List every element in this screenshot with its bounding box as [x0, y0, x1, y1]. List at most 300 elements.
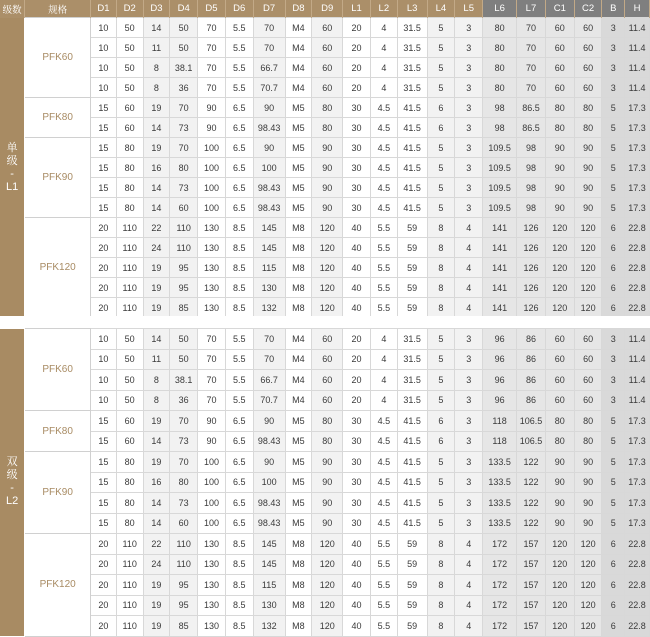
- value-cell-d7: 98.43: [253, 431, 285, 452]
- value-cell-c1: 120: [545, 575, 574, 596]
- model-cell: PFK60: [25, 329, 91, 411]
- value-cell-d9: 90: [312, 178, 343, 198]
- value-cell-d7: 98.43: [253, 493, 285, 514]
- value-cell-h: 22.8: [625, 258, 650, 278]
- value-cell-d1: 20: [91, 595, 117, 616]
- value-cell-d3: 11: [143, 349, 170, 370]
- value-cell-l5: 4: [455, 575, 483, 596]
- value-cell-l4: 5: [427, 198, 455, 218]
- table-row: [0, 595, 650, 616]
- value-cell-l7: 98: [517, 158, 546, 178]
- value-cell-c2: 60: [574, 390, 602, 411]
- table-row: [0, 534, 650, 555]
- value-cell-d1: 15: [91, 198, 117, 218]
- value-cell-l1: 40: [343, 258, 371, 278]
- model-cell: PFK60: [25, 18, 91, 98]
- value-cell-d3: 14: [143, 513, 170, 534]
- value-cell-c2: 120: [574, 616, 602, 637]
- value-cell-l3: 59: [397, 258, 427, 278]
- value-cell-d5: 100: [198, 452, 226, 473]
- value-cell-d6: 5.5: [225, 78, 253, 98]
- value-cell-d2: 110: [116, 258, 143, 278]
- value-cell-l4: 8: [427, 238, 455, 258]
- value-cell-l4: 5: [427, 513, 455, 534]
- value-cell-d3: 19: [143, 575, 170, 596]
- value-cell-h: 17.3: [625, 411, 650, 432]
- value-cell-d1: 10: [91, 370, 117, 391]
- value-cell-d1: 15: [91, 493, 117, 514]
- value-cell-d6: 8.5: [225, 595, 253, 616]
- value-cell-d2: 50: [116, 18, 143, 38]
- value-cell-l6: 118: [483, 411, 517, 432]
- value-cell-d7: 90: [253, 411, 285, 432]
- value-cell-l6: 141: [483, 278, 517, 298]
- value-cell-d2: 50: [116, 329, 143, 350]
- value-cell-d7: 132: [253, 616, 285, 637]
- table-row: [0, 78, 650, 98]
- value-cell-d9: 120: [312, 278, 343, 298]
- value-cell-b: 6: [602, 595, 625, 616]
- value-cell-l2: 5.5: [370, 298, 397, 318]
- value-cell-d2: 110: [116, 534, 143, 555]
- table-row: [0, 554, 650, 575]
- value-cell-d9: 120: [312, 218, 343, 238]
- value-cell-b: 5: [602, 452, 625, 473]
- value-cell-d4: 50: [170, 18, 198, 38]
- value-cell-h: 22.8: [625, 278, 650, 298]
- value-cell-c2: 80: [574, 411, 602, 432]
- value-cell-d2: 110: [116, 554, 143, 575]
- value-cell-l3: 31.5: [397, 349, 427, 370]
- value-cell-c2: 60: [574, 329, 602, 350]
- value-cell-l5: 4: [455, 595, 483, 616]
- value-cell-l2: 4.5: [370, 411, 397, 432]
- value-cell-l6: 133.5: [483, 472, 517, 493]
- value-cell-d9: 90: [312, 198, 343, 218]
- value-cell-l7: 70: [517, 38, 546, 58]
- value-cell-d5: 100: [198, 493, 226, 514]
- value-cell-d7: 132: [253, 298, 285, 318]
- value-cell-h: 11.4: [625, 329, 650, 350]
- value-cell-l1: 20: [343, 370, 371, 391]
- value-cell-d4: 60: [170, 198, 198, 218]
- value-cell-c2: 90: [574, 452, 602, 473]
- value-cell-d8: M5: [285, 118, 312, 138]
- value-cell-d3: 22: [143, 218, 170, 238]
- value-cell-l1: 40: [343, 554, 371, 575]
- value-cell-d4: 95: [170, 595, 198, 616]
- value-cell-d2: 110: [116, 278, 143, 298]
- value-cell-d9: 80: [312, 431, 343, 452]
- value-cell-l4: 8: [427, 218, 455, 238]
- value-cell-l3: 31.5: [397, 18, 427, 38]
- spec-table-double-stage: [0, 328, 650, 637]
- value-cell-c1: 120: [545, 595, 574, 616]
- value-cell-d3: 14: [143, 431, 170, 452]
- value-cell-d8: M4: [285, 390, 312, 411]
- value-cell-d6: 6.5: [225, 198, 253, 218]
- value-cell-d5: 130: [198, 554, 226, 575]
- value-cell-l6: 141: [483, 218, 517, 238]
- value-cell-d6: 6.5: [225, 138, 253, 158]
- value-cell-l5: 4: [455, 258, 483, 278]
- value-cell-l6: 98: [483, 98, 517, 118]
- value-cell-l7: 86: [517, 370, 546, 391]
- value-cell-d9: 60: [312, 18, 343, 38]
- value-cell-l4: 8: [427, 534, 455, 555]
- value-cell-c1: 80: [545, 411, 574, 432]
- value-cell-c2: 120: [574, 238, 602, 258]
- value-cell-c1: 90: [545, 178, 574, 198]
- value-cell-h: 17.3: [625, 118, 650, 138]
- value-cell-l6: 172: [483, 595, 517, 616]
- value-cell-d7: 130: [253, 278, 285, 298]
- value-cell-d1: 15: [91, 472, 117, 493]
- value-cell-c1: 60: [545, 38, 574, 58]
- value-cell-d1: 10: [91, 349, 117, 370]
- value-cell-d5: 70: [198, 18, 226, 38]
- value-cell-h: 11.4: [625, 349, 650, 370]
- value-cell-d9: 120: [312, 595, 343, 616]
- value-cell-l2: 4: [370, 390, 397, 411]
- value-cell-d6: 6.5: [225, 493, 253, 514]
- table-row: [0, 218, 650, 238]
- value-cell-d5: 70: [198, 78, 226, 98]
- value-cell-d9: 120: [312, 298, 343, 318]
- value-cell-h: 11.4: [625, 78, 650, 98]
- value-cell-d5: 130: [198, 258, 226, 278]
- value-cell-l7: 126: [517, 298, 546, 318]
- value-cell-c2: 90: [574, 178, 602, 198]
- value-cell-d8: M8: [285, 238, 312, 258]
- value-cell-d4: 60: [170, 513, 198, 534]
- value-cell-h: 17.3: [625, 158, 650, 178]
- value-cell-d8: M8: [285, 554, 312, 575]
- value-cell-d7: 98.43: [253, 198, 285, 218]
- value-cell-c1: 120: [545, 278, 574, 298]
- value-cell-d7: 90: [253, 452, 285, 473]
- value-cell-d1: 20: [91, 258, 117, 278]
- value-cell-d6: 6.5: [225, 431, 253, 452]
- value-cell-h: 22.8: [625, 238, 650, 258]
- model-cell: PFK90: [25, 138, 91, 218]
- value-cell-l2: 4.5: [370, 472, 397, 493]
- value-cell-l7: 86: [517, 349, 546, 370]
- value-cell-d4: 38.1: [170, 370, 198, 391]
- value-cell-d9: 90: [312, 513, 343, 534]
- value-cell-l3: 41.5: [397, 98, 427, 118]
- value-cell-l5: 3: [455, 158, 483, 178]
- value-cell-c1: 120: [545, 218, 574, 238]
- value-cell-l1: 30: [343, 178, 371, 198]
- value-cell-d2: 110: [116, 575, 143, 596]
- value-cell-c2: 90: [574, 198, 602, 218]
- value-cell-l7: 86: [517, 390, 546, 411]
- value-cell-d2: 80: [116, 472, 143, 493]
- value-cell-d2: 80: [116, 198, 143, 218]
- value-cell-c2: 120: [574, 575, 602, 596]
- value-cell-l1: 30: [343, 452, 371, 473]
- value-cell-h: 22.8: [625, 575, 650, 596]
- value-cell-d7: 70: [253, 349, 285, 370]
- value-cell-l5: 3: [455, 493, 483, 514]
- value-cell-d3: 19: [143, 258, 170, 278]
- value-cell-d7: 90: [253, 98, 285, 118]
- value-cell-d6: 8.5: [225, 554, 253, 575]
- value-cell-d7: 145: [253, 534, 285, 555]
- value-cell-b: 6: [602, 218, 625, 238]
- value-cell-d2: 110: [116, 218, 143, 238]
- value-cell-l5: 3: [455, 118, 483, 138]
- value-cell-d7: 70.7: [253, 78, 285, 98]
- value-cell-d2: 50: [116, 78, 143, 98]
- value-cell-l4: 8: [427, 595, 455, 616]
- value-cell-d2: 50: [116, 390, 143, 411]
- value-cell-d2: 60: [116, 98, 143, 118]
- value-cell-d7: 145: [253, 554, 285, 575]
- model-cell: PFK80: [25, 411, 91, 452]
- value-cell-d8: M4: [285, 78, 312, 98]
- value-cell-l5: 3: [455, 349, 483, 370]
- value-cell-d1: 20: [91, 554, 117, 575]
- value-cell-d4: 50: [170, 329, 198, 350]
- value-cell-d5: 70: [198, 370, 226, 391]
- table-row: [0, 118, 650, 138]
- value-cell-d9: 80: [312, 98, 343, 118]
- value-cell-h: 17.3: [625, 138, 650, 158]
- value-cell-d4: 73: [170, 493, 198, 514]
- value-cell-d9: 120: [312, 534, 343, 555]
- value-cell-d4: 85: [170, 616, 198, 637]
- value-cell-l6: 96: [483, 329, 517, 350]
- value-cell-d6: 6.5: [225, 98, 253, 118]
- value-cell-l5: 3: [455, 198, 483, 218]
- value-cell-c1: 60: [545, 370, 574, 391]
- value-cell-d7: 145: [253, 218, 285, 238]
- value-cell-l6: 172: [483, 575, 517, 596]
- value-cell-l3: 59: [397, 218, 427, 238]
- value-cell-l7: 86.5: [517, 98, 546, 118]
- value-cell-d2: 60: [116, 431, 143, 452]
- column-header-d8: D8: [285, 0, 312, 18]
- value-cell-l2: 5.5: [370, 534, 397, 555]
- value-cell-l6: 133.5: [483, 452, 517, 473]
- value-cell-l5: 3: [455, 329, 483, 350]
- table-row: [0, 513, 650, 534]
- value-cell-l6: 98: [483, 118, 517, 138]
- value-cell-h: 22.8: [625, 595, 650, 616]
- value-cell-l5: 3: [455, 452, 483, 473]
- value-cell-c2: 90: [574, 158, 602, 178]
- value-cell-l4: 8: [427, 575, 455, 596]
- value-cell-b: 5: [602, 98, 625, 118]
- value-cell-l3: 59: [397, 575, 427, 596]
- value-cell-l1: 40: [343, 575, 371, 596]
- value-cell-l3: 59: [397, 534, 427, 555]
- table-row: [0, 158, 650, 178]
- value-cell-l1: 30: [343, 411, 371, 432]
- value-cell-d3: 19: [143, 411, 170, 432]
- value-cell-l2: 4: [370, 370, 397, 391]
- column-header-c2: C2: [574, 0, 602, 18]
- value-cell-d4: 50: [170, 349, 198, 370]
- value-cell-l2: 5.5: [370, 258, 397, 278]
- value-cell-d9: 90: [312, 452, 343, 473]
- value-cell-l3: 41.5: [397, 158, 427, 178]
- table-row: [0, 575, 650, 596]
- table-row: [0, 411, 650, 432]
- value-cell-l2: 4: [370, 58, 397, 78]
- value-cell-d1: 10: [91, 58, 117, 78]
- value-cell-d4: 38.1: [170, 58, 198, 78]
- value-cell-l7: 86.5: [517, 118, 546, 138]
- value-cell-l7: 98: [517, 138, 546, 158]
- value-cell-d5: 130: [198, 298, 226, 318]
- value-cell-l1: 20: [343, 58, 371, 78]
- value-cell-l2: 4.5: [370, 178, 397, 198]
- value-cell-l4: 8: [427, 616, 455, 637]
- value-cell-h: 17.3: [625, 452, 650, 473]
- column-header-l3: L3: [397, 0, 427, 18]
- column-header-规格: 规格: [25, 0, 91, 18]
- value-cell-c1: 80: [545, 431, 574, 452]
- value-cell-d8: M8: [285, 616, 312, 637]
- value-cell-l4: 5: [427, 138, 455, 158]
- value-cell-d3: 8: [143, 390, 170, 411]
- value-cell-l1: 20: [343, 349, 371, 370]
- value-cell-l5: 3: [455, 178, 483, 198]
- value-cell-l2: 4: [370, 38, 397, 58]
- value-cell-l5: 3: [455, 513, 483, 534]
- table-row: [0, 58, 650, 78]
- value-cell-c2: 120: [574, 554, 602, 575]
- value-cell-b: 5: [602, 472, 625, 493]
- value-cell-d4: 80: [170, 472, 198, 493]
- value-cell-b: 5: [602, 178, 625, 198]
- value-cell-l6: 172: [483, 534, 517, 555]
- value-cell-d8: M4: [285, 370, 312, 391]
- column-header-d3: D3: [143, 0, 170, 18]
- value-cell-l1: 40: [343, 278, 371, 298]
- value-cell-l7: 126: [517, 238, 546, 258]
- value-cell-l6: 80: [483, 78, 517, 98]
- value-cell-l4: 5: [427, 58, 455, 78]
- value-cell-d2: 110: [116, 616, 143, 637]
- value-cell-c1: 90: [545, 158, 574, 178]
- value-cell-d5: 70: [198, 349, 226, 370]
- value-cell-c2: 90: [574, 513, 602, 534]
- value-cell-d1: 15: [91, 118, 117, 138]
- value-cell-l6: 80: [483, 18, 517, 38]
- value-cell-d5: 130: [198, 595, 226, 616]
- value-cell-l6: 109.5: [483, 198, 517, 218]
- section-single-stage: [0, 18, 650, 318]
- value-cell-l7: 157: [517, 595, 546, 616]
- value-cell-d4: 80: [170, 158, 198, 178]
- value-cell-l5: 4: [455, 534, 483, 555]
- value-cell-l5: 4: [455, 616, 483, 637]
- value-cell-d3: 14: [143, 493, 170, 514]
- value-cell-c1: 120: [545, 616, 574, 637]
- value-cell-d3: 19: [143, 138, 170, 158]
- value-cell-l5: 3: [455, 98, 483, 118]
- value-cell-d7: 98.43: [253, 118, 285, 138]
- value-cell-l3: 41.5: [397, 452, 427, 473]
- value-cell-l6: 109.5: [483, 138, 517, 158]
- value-cell-d3: 8: [143, 58, 170, 78]
- value-cell-d5: 100: [198, 513, 226, 534]
- value-cell-b: 5: [602, 431, 625, 452]
- value-cell-b: 6: [602, 554, 625, 575]
- value-cell-l2: 5.5: [370, 616, 397, 637]
- value-cell-l2: 4.5: [370, 452, 397, 473]
- value-cell-d8: M5: [285, 493, 312, 514]
- value-cell-d2: 110: [116, 595, 143, 616]
- column-header-d4: D4: [170, 0, 198, 18]
- stage-level-label: 双 级 - L2: [0, 329, 25, 637]
- value-cell-l6: 141: [483, 258, 517, 278]
- value-cell-d6: 8.5: [225, 298, 253, 318]
- value-cell-d2: 110: [116, 298, 143, 318]
- value-cell-d8: M4: [285, 38, 312, 58]
- value-cell-d4: 95: [170, 258, 198, 278]
- value-cell-d8: M8: [285, 575, 312, 596]
- value-cell-l6: 133.5: [483, 493, 517, 514]
- column-header-l5: L5: [455, 0, 483, 18]
- value-cell-d9: 120: [312, 258, 343, 278]
- value-cell-c1: 60: [545, 349, 574, 370]
- value-cell-c1: 60: [545, 78, 574, 98]
- value-cell-d8: M8: [285, 595, 312, 616]
- column-header-l2: L2: [370, 0, 397, 18]
- value-cell-l7: 157: [517, 616, 546, 637]
- column-header-级数: 级数: [0, 0, 25, 18]
- value-cell-b: 5: [602, 138, 625, 158]
- value-cell-l2: 4: [370, 78, 397, 98]
- value-cell-l1: 30: [343, 472, 371, 493]
- value-cell-d3: 8: [143, 370, 170, 391]
- value-cell-l3: 41.5: [397, 198, 427, 218]
- value-cell-d6: 5.5: [225, 349, 253, 370]
- value-cell-l6: 141: [483, 238, 517, 258]
- value-cell-l1: 30: [343, 138, 371, 158]
- value-cell-c2: 60: [574, 78, 602, 98]
- value-cell-l1: 20: [343, 390, 371, 411]
- value-cell-c1: 120: [545, 554, 574, 575]
- value-cell-d6: 8.5: [225, 616, 253, 637]
- table-row: [0, 472, 650, 493]
- value-cell-d1: 20: [91, 534, 117, 555]
- value-cell-h: 17.3: [625, 198, 650, 218]
- value-cell-d2: 80: [116, 158, 143, 178]
- value-cell-b: 3: [602, 370, 625, 391]
- value-cell-d3: 16: [143, 472, 170, 493]
- value-cell-l6: 80: [483, 58, 517, 78]
- table-row: [0, 452, 650, 473]
- value-cell-h: 17.3: [625, 98, 650, 118]
- value-cell-l4: 5: [427, 452, 455, 473]
- value-cell-l4: 8: [427, 258, 455, 278]
- value-cell-c1: 90: [545, 513, 574, 534]
- value-cell-d9: 90: [312, 158, 343, 178]
- value-cell-d5: 130: [198, 616, 226, 637]
- value-cell-b: 6: [602, 298, 625, 318]
- value-cell-d9: 80: [312, 118, 343, 138]
- value-cell-d5: 70: [198, 38, 226, 58]
- value-cell-d6: 6.5: [225, 513, 253, 534]
- value-cell-d6: 8.5: [225, 258, 253, 278]
- value-cell-d8: M5: [285, 411, 312, 432]
